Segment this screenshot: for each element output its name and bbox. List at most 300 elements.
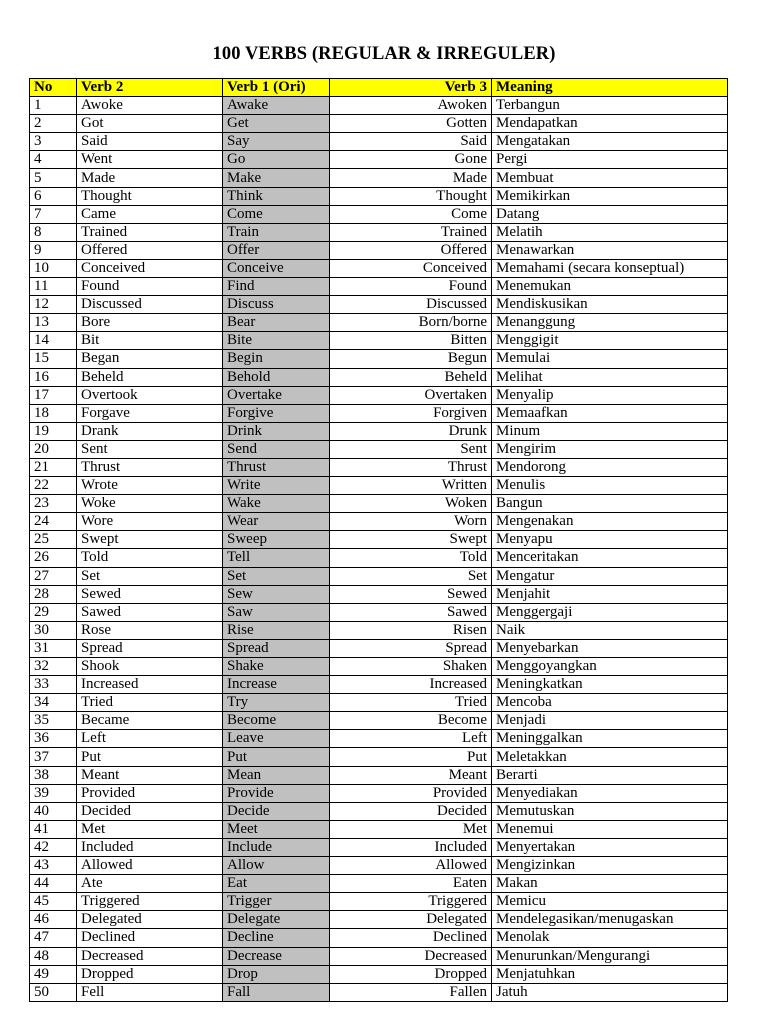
cell-no: 47	[30, 929, 77, 947]
cell-verb3: Woken	[330, 495, 492, 513]
cell-verb1: Mean	[223, 766, 330, 784]
cell-verb1: Decide	[223, 802, 330, 820]
cell-verb3: Increased	[330, 676, 492, 694]
table-row	[30, 694, 728, 712]
cell-meaning: Mengizinkan	[492, 857, 728, 875]
cell-no: 46	[30, 911, 77, 929]
cell-meaning: Menyalip	[492, 386, 728, 404]
cell-meaning: Memahami (secara konseptual)	[492, 259, 728, 277]
cell-verb2: Included	[77, 838, 223, 856]
table-row	[30, 513, 728, 531]
cell-verb3: Provided	[330, 784, 492, 802]
cell-meaning: Mencoba	[492, 694, 728, 712]
cell-verb1: Discuss	[223, 296, 330, 314]
cell-no: 22	[30, 477, 77, 495]
cell-verb2: Conceived	[77, 259, 223, 277]
table-row	[30, 115, 728, 133]
cell-no: 6	[30, 187, 77, 205]
cell-verb1: Thrust	[223, 458, 330, 476]
cell-no: 4	[30, 151, 77, 169]
cell-verb3: Delegated	[330, 911, 492, 929]
cell-verb1: Spread	[223, 639, 330, 657]
cell-no: 12	[30, 296, 77, 314]
table-row	[30, 875, 728, 893]
table-row	[30, 639, 728, 657]
verbs-table	[29, 78, 728, 1002]
table-row	[30, 893, 728, 911]
table-row	[30, 314, 728, 332]
cell-verb3: Bitten	[330, 332, 492, 350]
cell-no: 35	[30, 712, 77, 730]
cell-no: 26	[30, 549, 77, 567]
cell-verb3: Begun	[330, 350, 492, 368]
cell-verb1: Bear	[223, 314, 330, 332]
cell-verb1: Delegate	[223, 911, 330, 929]
table-row	[30, 784, 728, 802]
cell-no: 44	[30, 875, 77, 893]
cell-meaning: Membuat	[492, 169, 728, 187]
cell-meaning: Datang	[492, 205, 728, 223]
table-row	[30, 549, 728, 567]
cell-verb1: Overtake	[223, 386, 330, 404]
cell-verb1: Make	[223, 169, 330, 187]
cell-no: 9	[30, 241, 77, 259]
cell-verb1: Drink	[223, 422, 330, 440]
table-row	[30, 567, 728, 585]
cell-meaning: Memutuskan	[492, 802, 728, 820]
cell-no: 23	[30, 495, 77, 513]
cell-meaning: Menanggung	[492, 314, 728, 332]
table-row	[30, 422, 728, 440]
cell-verb2: Came	[77, 205, 223, 223]
cell-verb3: Come	[330, 205, 492, 223]
cell-verb3: Sewed	[330, 585, 492, 603]
cell-no: 45	[30, 893, 77, 911]
cell-meaning: Menjadi	[492, 712, 728, 730]
cell-no: 18	[30, 404, 77, 422]
table-row	[30, 368, 728, 386]
cell-no: 10	[30, 259, 77, 277]
cell-verb3: Meant	[330, 766, 492, 784]
cell-verb3: Written	[330, 477, 492, 495]
table-row	[30, 712, 728, 730]
cell-verb1: Leave	[223, 730, 330, 748]
cell-no: 21	[30, 458, 77, 476]
cell-meaning: Menceritakan	[492, 549, 728, 567]
cell-verb2: Swept	[77, 531, 223, 549]
cell-verb3: Swept	[330, 531, 492, 549]
table-row	[30, 495, 728, 513]
cell-meaning: Menemui	[492, 820, 728, 838]
cell-no: 40	[30, 802, 77, 820]
table-row	[30, 404, 728, 422]
cell-verb3: Declined	[330, 929, 492, 947]
cell-verb1: Allow	[223, 857, 330, 875]
cell-meaning: Menggoyangkan	[492, 658, 728, 676]
cell-verb2: Triggered	[77, 893, 223, 911]
cell-meaning: Meninggalkan	[492, 730, 728, 748]
cell-verb2: Tried	[77, 694, 223, 712]
cell-verb3: Eaten	[330, 875, 492, 893]
table-row	[30, 332, 728, 350]
cell-meaning: Menemukan	[492, 278, 728, 296]
cell-meaning: Memikirkan	[492, 187, 728, 205]
cell-verb1: Behold	[223, 368, 330, 386]
cell-no: 8	[30, 223, 77, 241]
table-row	[30, 187, 728, 205]
cell-verb3: Shaken	[330, 658, 492, 676]
cell-verb2: Increased	[77, 676, 223, 694]
cell-meaning: Mendiskusikan	[492, 296, 728, 314]
cell-verb2: Rose	[77, 621, 223, 639]
cell-verb2: Provided	[77, 784, 223, 802]
table-row	[30, 296, 728, 314]
table-row	[30, 658, 728, 676]
header-meaning: Meaning	[492, 79, 728, 97]
cell-verb1: Forgive	[223, 404, 330, 422]
cell-no: 13	[30, 314, 77, 332]
cell-no: 16	[30, 368, 77, 386]
cell-verb3: Included	[330, 838, 492, 856]
cell-meaning: Memicu	[492, 893, 728, 911]
cell-no: 42	[30, 838, 77, 856]
cell-verb2: Spread	[77, 639, 223, 657]
cell-verb3: Tried	[330, 694, 492, 712]
cell-verb2: Went	[77, 151, 223, 169]
cell-verb2: Thrust	[77, 458, 223, 476]
cell-meaning: Mendapatkan	[492, 115, 728, 133]
cell-verb1: Conceive	[223, 259, 330, 277]
cell-verb2: Forgave	[77, 404, 223, 422]
cell-no: 15	[30, 350, 77, 368]
cell-meaning: Meningkatkan	[492, 676, 728, 694]
cell-verb2: Bit	[77, 332, 223, 350]
cell-meaning: Menjahit	[492, 585, 728, 603]
cell-no: 14	[30, 332, 77, 350]
cell-verb1: Think	[223, 187, 330, 205]
cell-meaning: Memulai	[492, 350, 728, 368]
cell-meaning: Jatuh	[492, 983, 728, 1001]
cell-meaning: Menyebarkan	[492, 639, 728, 657]
cell-verb1: Try	[223, 694, 330, 712]
cell-meaning: Meletakkan	[492, 748, 728, 766]
cell-verb1: Provide	[223, 784, 330, 802]
cell-verb1: Find	[223, 278, 330, 296]
cell-verb2: Met	[77, 820, 223, 838]
cell-verb2: Found	[77, 278, 223, 296]
cell-meaning: Mengatur	[492, 567, 728, 585]
cell-no: 50	[30, 983, 77, 1001]
table-row	[30, 621, 728, 639]
table-row	[30, 947, 728, 965]
cell-verb2: Wore	[77, 513, 223, 531]
cell-verb2: Fell	[77, 983, 223, 1001]
cell-no: 43	[30, 857, 77, 875]
cell-verb2: Decided	[77, 802, 223, 820]
cell-verb3: Spread	[330, 639, 492, 657]
cell-verb2: Thought	[77, 187, 223, 205]
cell-verb2: Dropped	[77, 965, 223, 983]
table-row	[30, 169, 728, 187]
cell-verb1: Wear	[223, 513, 330, 531]
cell-verb1: Train	[223, 223, 330, 241]
cell-verb1: Eat	[223, 875, 330, 893]
cell-verb2: Ate	[77, 875, 223, 893]
cell-meaning: Minum	[492, 422, 728, 440]
cell-no: 2	[30, 115, 77, 133]
table-row	[30, 531, 728, 549]
cell-meaning: Menawarkan	[492, 241, 728, 259]
cell-no: 27	[30, 567, 77, 585]
cell-verb1: Trigger	[223, 893, 330, 911]
cell-verb3: Met	[330, 820, 492, 838]
cell-meaning: Melihat	[492, 368, 728, 386]
cell-no: 25	[30, 531, 77, 549]
cell-verb2: Got	[77, 115, 223, 133]
cell-verb3: Awoken	[330, 97, 492, 115]
cell-no: 19	[30, 422, 77, 440]
cell-no: 48	[30, 947, 77, 965]
cell-verb2: Declined	[77, 929, 223, 947]
table-row	[30, 911, 728, 929]
table-row	[30, 151, 728, 169]
cell-verb3: Discussed	[330, 296, 492, 314]
table-row	[30, 386, 728, 404]
cell-verb2: Offered	[77, 241, 223, 259]
cell-verb1: Rise	[223, 621, 330, 639]
cell-verb1: Awake	[223, 97, 330, 115]
cell-verb1: Increase	[223, 676, 330, 694]
table-body	[30, 97, 728, 1002]
cell-verb2: Left	[77, 730, 223, 748]
cell-verb3: Sent	[330, 440, 492, 458]
table-row	[30, 766, 728, 784]
table-row	[30, 730, 728, 748]
cell-verb3: Trained	[330, 223, 492, 241]
cell-meaning: Menggergaji	[492, 603, 728, 621]
cell-no: 33	[30, 676, 77, 694]
cell-verb2: Said	[77, 133, 223, 151]
cell-verb3: Put	[330, 748, 492, 766]
table-row	[30, 97, 728, 115]
cell-verb2: Told	[77, 549, 223, 567]
cell-verb3: Born/borne	[330, 314, 492, 332]
cell-verb2: Trained	[77, 223, 223, 241]
header-verb1: Verb 1 (Ori)	[223, 79, 330, 97]
cell-verb3: Found	[330, 278, 492, 296]
cell-verb2: Set	[77, 567, 223, 585]
cell-verb2: Sewed	[77, 585, 223, 603]
cell-verb1: Sew	[223, 585, 330, 603]
cell-verb2: Bore	[77, 314, 223, 332]
cell-verb1: Decline	[223, 929, 330, 947]
cell-no: 24	[30, 513, 77, 531]
cell-no: 37	[30, 748, 77, 766]
table-row	[30, 929, 728, 947]
cell-verb2: Became	[77, 712, 223, 730]
cell-verb1: Begin	[223, 350, 330, 368]
cell-verb2: Made	[77, 169, 223, 187]
cell-no: 5	[30, 169, 77, 187]
cell-verb3: Thought	[330, 187, 492, 205]
cell-verb1: Bite	[223, 332, 330, 350]
cell-no: 17	[30, 386, 77, 404]
cell-verb1: Offer	[223, 241, 330, 259]
cell-meaning: Mendorong	[492, 458, 728, 476]
cell-no: 30	[30, 621, 77, 639]
cell-verb2: Woke	[77, 495, 223, 513]
cell-verb3: Thrust	[330, 458, 492, 476]
table-row	[30, 477, 728, 495]
cell-verb3: Become	[330, 712, 492, 730]
cell-meaning: Menyertakan	[492, 838, 728, 856]
table-row	[30, 458, 728, 476]
cell-verb2: Allowed	[77, 857, 223, 875]
cell-verb1: Put	[223, 748, 330, 766]
cell-no: 38	[30, 766, 77, 784]
cell-verb3: Drunk	[330, 422, 492, 440]
cell-meaning: Menjatuhkan	[492, 965, 728, 983]
cell-verb3: Worn	[330, 513, 492, 531]
cell-verb3: Risen	[330, 621, 492, 639]
cell-no: 36	[30, 730, 77, 748]
cell-verb2: Beheld	[77, 368, 223, 386]
cell-meaning: Menolak	[492, 929, 728, 947]
cell-no: 1	[30, 97, 77, 115]
table-row	[30, 350, 728, 368]
table-row	[30, 205, 728, 223]
cell-verb1: Include	[223, 838, 330, 856]
cell-verb1: Meet	[223, 820, 330, 838]
cell-meaning: Menyapu	[492, 531, 728, 549]
cell-meaning: Pergi	[492, 151, 728, 169]
cell-verb3: Left	[330, 730, 492, 748]
cell-verb3: Set	[330, 567, 492, 585]
cell-verb2: Began	[77, 350, 223, 368]
cell-verb3: Said	[330, 133, 492, 151]
cell-meaning: Naik	[492, 621, 728, 639]
cell-verb2: Sawed	[77, 603, 223, 621]
cell-verb3: Gone	[330, 151, 492, 169]
table-row	[30, 585, 728, 603]
cell-meaning: Melatih	[492, 223, 728, 241]
cell-no: 39	[30, 784, 77, 802]
cell-meaning: Mengirim	[492, 440, 728, 458]
cell-verb3: Conceived	[330, 259, 492, 277]
cell-meaning: Mengenakan	[492, 513, 728, 531]
cell-verb3: Offered	[330, 241, 492, 259]
cell-verb1: Drop	[223, 965, 330, 983]
cell-verb1: Shake	[223, 658, 330, 676]
cell-verb2: Awoke	[77, 97, 223, 115]
cell-verb2: Overtook	[77, 386, 223, 404]
cell-verb3: Fallen	[330, 983, 492, 1001]
table-row	[30, 676, 728, 694]
header-verb2: Verb 2	[77, 79, 223, 97]
cell-verb3: Decided	[330, 802, 492, 820]
cell-verb2: Put	[77, 748, 223, 766]
cell-verb1: Get	[223, 115, 330, 133]
cell-verb3: Sawed	[330, 603, 492, 621]
cell-verb3: Gotten	[330, 115, 492, 133]
cell-no: 28	[30, 585, 77, 603]
cell-verb2: Discussed	[77, 296, 223, 314]
table-row	[30, 223, 728, 241]
cell-verb2: Shook	[77, 658, 223, 676]
cell-meaning: Mendelegasikan/menugaskan	[492, 911, 728, 929]
table-row	[30, 838, 728, 856]
cell-meaning: Terbangun	[492, 97, 728, 115]
cell-verb1: Send	[223, 440, 330, 458]
table-row	[30, 983, 728, 1001]
cell-verb1: Wake	[223, 495, 330, 513]
header-no: No	[30, 79, 77, 97]
cell-meaning: Menurunkan/Mengurangi	[492, 947, 728, 965]
cell-verb1: Fall	[223, 983, 330, 1001]
cell-verb2: Wrote	[77, 477, 223, 495]
table-row	[30, 603, 728, 621]
cell-meaning: Menyediakan	[492, 784, 728, 802]
table-row	[30, 440, 728, 458]
cell-no: 7	[30, 205, 77, 223]
cell-verb1: Decrease	[223, 947, 330, 965]
table-row	[30, 857, 728, 875]
cell-no: 20	[30, 440, 77, 458]
cell-verb1: Say	[223, 133, 330, 151]
cell-verb3: Forgiven	[330, 404, 492, 422]
table-row	[30, 965, 728, 983]
cell-verb1: Saw	[223, 603, 330, 621]
cell-no: 3	[30, 133, 77, 151]
cell-verb1: Come	[223, 205, 330, 223]
cell-verb3: Beheld	[330, 368, 492, 386]
table-header-row	[30, 79, 728, 97]
cell-verb1: Write	[223, 477, 330, 495]
cell-verb3: Made	[330, 169, 492, 187]
cell-verb3: Decreased	[330, 947, 492, 965]
cell-verb3: Triggered	[330, 893, 492, 911]
cell-verb3: Told	[330, 549, 492, 567]
cell-verb1: Go	[223, 151, 330, 169]
header-verb3: Verb 3	[330, 79, 492, 97]
table-row	[30, 748, 728, 766]
cell-no: 41	[30, 820, 77, 838]
cell-meaning: Berarti	[492, 766, 728, 784]
cell-verb1: Tell	[223, 549, 330, 567]
table-row	[30, 802, 728, 820]
cell-no: 49	[30, 965, 77, 983]
cell-verb3: Allowed	[330, 857, 492, 875]
cell-meaning: Menggigit	[492, 332, 728, 350]
page-title: 100 VERBS (REGULAR & IRREGULER)	[212, 44, 556, 64]
cell-meaning: Memaafkan	[492, 404, 728, 422]
cell-verb2: Delegated	[77, 911, 223, 929]
cell-verb1: Become	[223, 712, 330, 730]
table-row	[30, 133, 728, 151]
table-row	[30, 241, 728, 259]
cell-meaning: Bangun	[492, 495, 728, 513]
cell-no: 31	[30, 639, 77, 657]
cell-verb2: Decreased	[77, 947, 223, 965]
cell-no: 29	[30, 603, 77, 621]
cell-verb2: Meant	[77, 766, 223, 784]
cell-verb1: Set	[223, 567, 330, 585]
cell-no: 34	[30, 694, 77, 712]
cell-verb1: Sweep	[223, 531, 330, 549]
cell-verb2: Sent	[77, 440, 223, 458]
cell-meaning: Makan	[492, 875, 728, 893]
cell-verb2: Drank	[77, 422, 223, 440]
